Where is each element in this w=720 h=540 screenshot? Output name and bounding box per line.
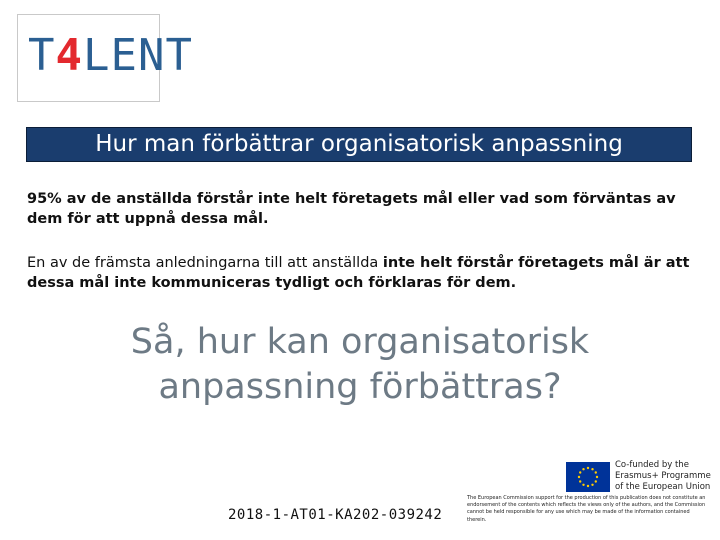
project-code: 2018-1-AT01-KA202-039242 [228, 507, 443, 523]
eu-funding-line-2: Erasmus+ Programme [615, 471, 711, 481]
reason-paragraph-bold: inte helt förstår företagets mål är att dessa mål inte kommuniceras tydligt och förklaras för dem. [27, 255, 690, 291]
reason-paragraph [27, 253, 695, 293]
logo-number-4: 4 [55, 30, 83, 81]
page-title: Hur man förbättrar organisatorisk anpassning [26, 127, 692, 162]
eu-flag-icon [566, 462, 610, 492]
key-question: Så, hur kan organisatorisk anpassning förbättras? [130, 322, 590, 407]
eu-funding-line-3: of the European Union [615, 482, 711, 492]
eu-flag-star [587, 485, 589, 487]
eu-flag-star [587, 467, 589, 469]
eu-flag-star [596, 476, 598, 478]
statistic-paragraph: 95% av de anställda förstår inte helt företagets mål eller vad som förväntas av dem för att uppnå dessa mål. [27, 191, 676, 227]
reason-paragraph-normal: En av de främsta anledningarna till att anställda [27, 255, 383, 271]
eu-funding-line-1: Co-funded by the [615, 460, 689, 470]
eu-flag-star [595, 471, 597, 473]
eu-flag-star [591, 468, 593, 470]
eu-flag-star [591, 484, 593, 486]
logo-letters-lent: LENT [83, 30, 193, 81]
eu-flag-star [579, 471, 581, 473]
eu-funding-label [615, 460, 711, 493]
logo-wordmark [28, 31, 193, 81]
eu-flag-star [582, 468, 584, 470]
logo-letter-t: T [28, 30, 56, 81]
eu-flag-star [595, 480, 597, 482]
eu-disclaimer: The European Commission support for the production of this publication does not constitute an endorsement of the contents which reflects the views only of the authors, and the Commission cannot be held responsible for any use which may be made of the information contained therein. [467, 495, 706, 523]
t4lent-logo [17, 14, 193, 102]
eu-flag-star [579, 480, 581, 482]
eu-flag-star [582, 484, 584, 486]
eu-flag-star [578, 476, 580, 478]
